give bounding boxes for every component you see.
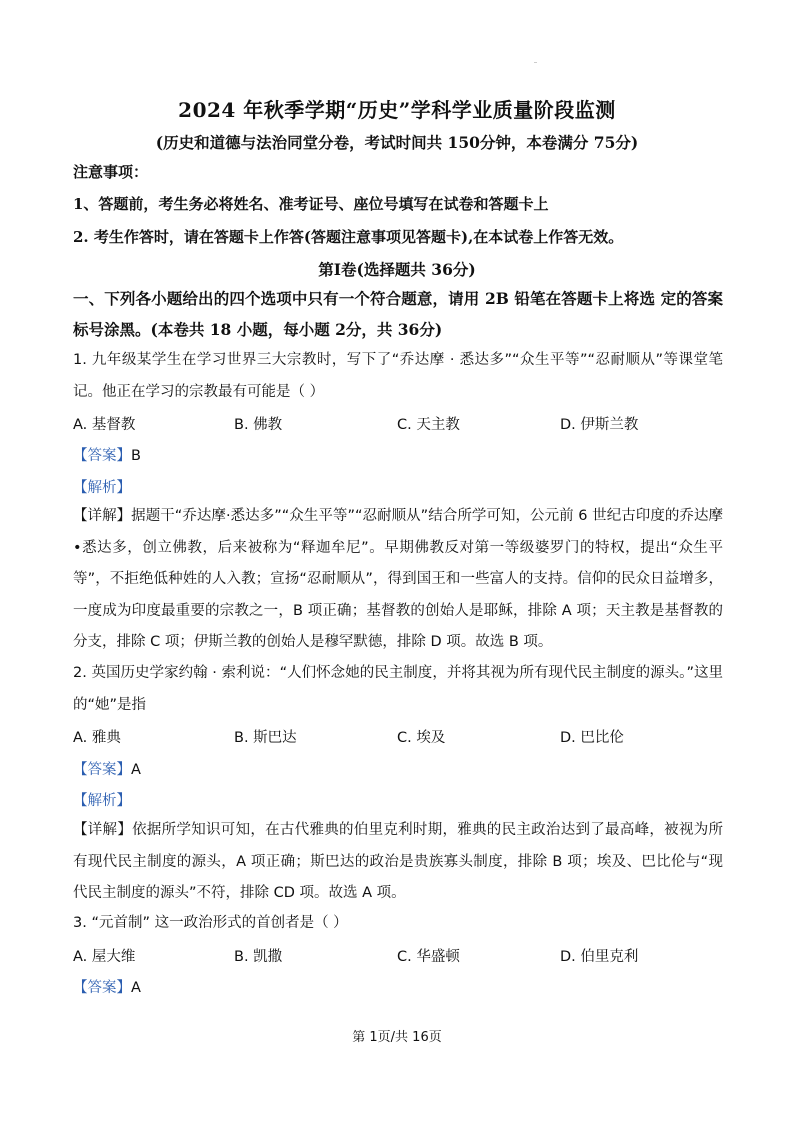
question-1-stem: 1. 九年级某学生在学习世界三大宗教时，写下了“乔达摩 · 悉达多”“众生平等”“忍耐顺从”等课堂笔记。他正在学习的宗教最有可能是（ ） [73, 352, 723, 400]
q1-option-b: B. 佛教 [234, 417, 283, 433]
q2-option-a: A. 雅典 [73, 730, 121, 746]
answer-value: A [131, 762, 141, 778]
q3-option-a: A. 屋大维 [73, 949, 136, 965]
question-3-options [73, 945, 723, 965]
answer-label: 【答案】 [73, 980, 131, 996]
q2-analysis-label [73, 789, 131, 810]
answer-value: A [131, 980, 141, 996]
page-title: 2024 年秋季学期“历史”学科学业质量阶段监测 [178, 98, 616, 122]
question-2-options [73, 726, 723, 746]
q3-option-c: C. 华盛顿 [397, 949, 460, 965]
analysis-label: 【解析】 [73, 480, 131, 496]
section-instruction: 一、下列各小题给出的四个选项中只有一个符合题意，请用 2B 铅笔在答题卡上将选 定的答案标号涂黑。(本卷共 18 小题，每小题 2分，共 36分) [73, 289, 723, 339]
q2-answer [73, 758, 141, 779]
analysis-label: 【解析】 [73, 793, 131, 809]
answer-label: 【答案】 [73, 762, 131, 778]
page-footer: 第 1页/共 16页 [352, 1030, 442, 1045]
page-subtitle: (历史和道德与法治同堂分卷，考试时间共 150分钟，本卷满分 75分) [155, 133, 639, 152]
question-1-options [73, 413, 723, 433]
question-3-stem: 3. “元首制” 这一政治形式的首创者是（ ） [73, 915, 348, 931]
q1-option-a: A. 基督教 [73, 417, 136, 433]
answer-value: B [131, 448, 141, 464]
section-title: 第Ⅰ卷(选择题共 36分) [318, 260, 476, 279]
notice-heading: 注意事项： [73, 163, 149, 181]
question-2-stem: 2. 英国历史学家约翰 · 索利说：“人们怀念她的民主制度，并将其视为所有现代民主制度的源头。”这里的“她”是指 [73, 665, 723, 713]
q3-option-b: B. 凯撒 [234, 949, 283, 965]
q2-option-d: D. 巴比伦 [560, 730, 624, 746]
q1-analysis-label [73, 476, 131, 497]
question-1-detail: 【详解】据题干“乔达摩·悉达多”“众生平等”“忍耐顺从”结合所学可知，公元前 6 世纪古印度的乔达摩•悉达多，创立佛教，后来被称为“释迦牟尼”。早期佛教反对第一等级婆罗门的特权，提出“众生平等”，不拒绝低种姓的人入教；宣扬“忍耐顺从”，得到国王和一些富人的支持。信仰的民众日益增多，一度成为印度最重要的宗教之一，B 项正确；基督教的创始人是耶稣，排除 A 项；天主教是基督教的分支，排除 C 项；伊斯兰教的创始人是穆罕默德，排除 D 项。故选 B 项。 [73, 508, 723, 650]
q1-option-c: C. 天主教 [397, 417, 460, 433]
notice-item-2: 2. 考生作答时，请在答题卡上作答(答题注意事项见答题卡),在本试卷上作答无效。 [73, 228, 624, 246]
answer-label: 【答案】 [73, 448, 131, 464]
q2-option-b: B. 斯巴达 [234, 730, 297, 746]
notice-item-1: 1、答题前，考生务必将姓名、准考证号、座位号填写在试卷和答题卡上 [73, 195, 549, 213]
q1-answer [73, 444, 141, 465]
q1-option-d: D. 伊斯兰教 [560, 417, 639, 433]
question-2-detail: 【详解】依据所学知识可知，在古代雅典的伯里克利时期，雅典的民主政治达到了最高峰，被视为所有现代民主制度的源头，A 项正确；斯巴达的政治是贵族寡头制度，排除 B 项；埃及、巴比伦与“现代民主制度的源头”不符，排除 CD 项。故选 A 项。 [73, 822, 723, 901]
q3-answer [73, 976, 141, 997]
q2-option-c: C. 埃及 [397, 730, 446, 746]
scan-speck [534, 62, 537, 63]
q3-option-d: D. 伯里克利 [560, 949, 639, 965]
